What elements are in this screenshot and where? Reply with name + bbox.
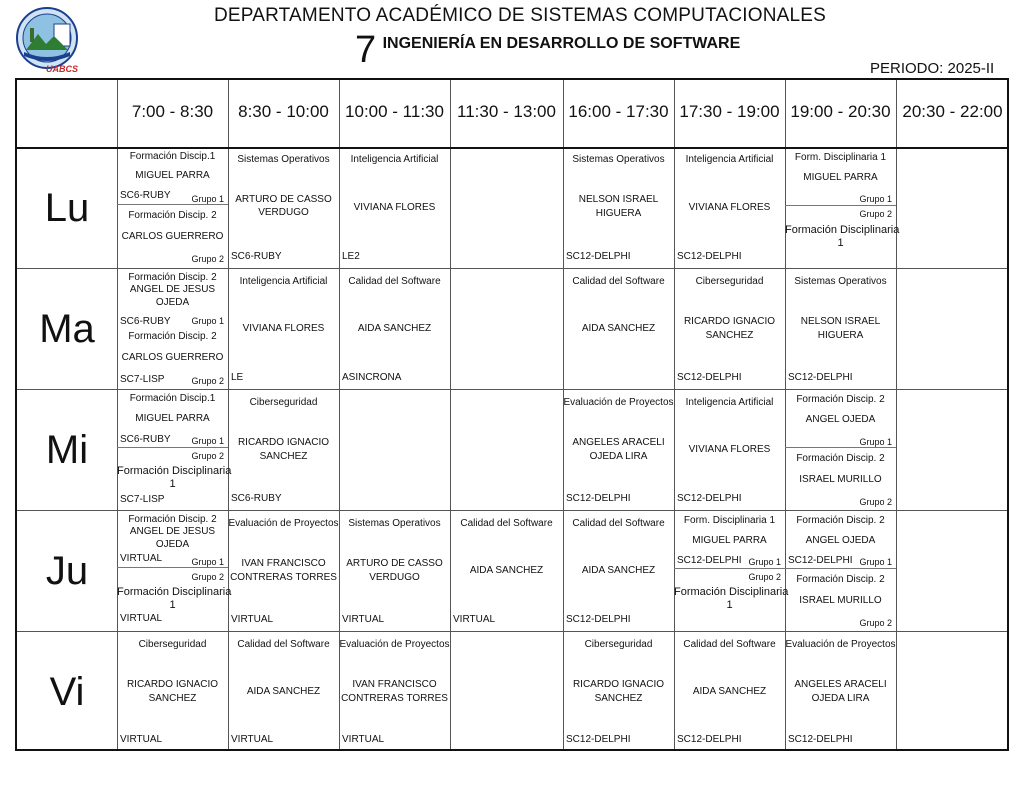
day-label-mi: Mi — [45, 428, 89, 472]
subject: Ciberseguridad — [249, 397, 318, 408]
teacher: OJEDA LIRA — [589, 451, 648, 462]
class-cell-vi-0700 — [117, 631, 228, 751]
subject: Form. Disciplinaria 1 — [794, 152, 887, 163]
room: ASINCRONA — [342, 372, 402, 383]
subject: Formación Disciplinaria — [117, 465, 232, 477]
room: VIRTUAL — [453, 614, 496, 625]
class-cell-lu-1600 — [563, 147, 674, 268]
class-cell-vi-1900 — [785, 631, 896, 751]
room: SC12-DELPHI — [677, 555, 742, 566]
teacher: ARTURO DE CASSO — [346, 558, 443, 569]
class-cell-mi-1900 — [785, 389, 896, 510]
room: LE — [231, 372, 244, 383]
room: VIRTUAL — [120, 734, 163, 745]
department-title: DEPARTAMENTO ACADÉMICO DE SISTEMAS COMPUTACIONALES — [213, 5, 827, 26]
group: Grupo 1 — [859, 437, 892, 447]
teacher: MIGUEL PARRA — [135, 413, 210, 424]
room: SC7-LISP — [120, 374, 165, 385]
teacher: OJEDA — [155, 297, 190, 308]
subject: 1 — [169, 478, 176, 490]
room: VIRTUAL — [120, 613, 163, 624]
group: Grupo 1 — [859, 194, 892, 204]
teacher: AIDA SANCHEZ — [357, 323, 432, 334]
class-cell-ma-0700 — [117, 268, 228, 389]
teacher: VERDUGO — [258, 207, 309, 218]
room: SC6-RUBY — [231, 251, 282, 262]
teacher: RICARDO IGNACIO — [126, 679, 219, 690]
subject: Evaluación de Proyectos — [563, 397, 674, 408]
group-divider — [117, 204, 228, 205]
teacher: IVAN FRANCISCO — [241, 558, 326, 569]
teacher: AIDA SANCHEZ — [469, 565, 544, 576]
room: VIRTUAL — [231, 614, 274, 625]
group: Grupo 1 — [748, 557, 781, 567]
class-cell-ju-0700 — [117, 510, 232, 631]
group-divider — [785, 447, 896, 448]
class-cell-mi-1600 — [563, 389, 674, 510]
teacher: ISRAEL MURILLO — [799, 474, 882, 485]
subject: Ciberseguridad — [584, 639, 653, 650]
subject: 1 — [837, 237, 844, 249]
teacher: ISRAEL MURILLO — [799, 595, 882, 606]
subject: Calidad del Software — [572, 276, 665, 287]
group: Grupo 2 — [859, 497, 892, 507]
class-cell-mi-1730 — [674, 389, 785, 510]
teacher: AIDA SANCHEZ — [692, 686, 767, 697]
class-cell-ma-1900 — [785, 268, 896, 389]
room: SC6-RUBY — [120, 434, 171, 445]
teacher: MIGUEL PARRA — [135, 170, 210, 181]
teacher: IVAN FRANCISCO — [352, 679, 437, 690]
group: Grupo 2 — [859, 618, 892, 628]
class-cell-ju-0830 — [228, 510, 339, 631]
class-cell-ma-0830 — [228, 268, 339, 389]
teacher: AIDA SANCHEZ — [581, 565, 656, 576]
subject: Evaluación de Proyectos — [785, 639, 896, 650]
group: Grupo 1 — [191, 194, 224, 204]
teacher: OJEDA LIRA — [811, 693, 870, 704]
group-divider — [785, 205, 896, 206]
time-header: 7:00 - 8:30 — [131, 102, 214, 121]
teacher: SANCHEZ — [705, 330, 754, 341]
subject: Ciberseguridad — [138, 639, 207, 650]
teacher: RICARDO IGNACIO — [572, 679, 665, 690]
class-cell-ju-1900 — [785, 510, 896, 631]
teacher: ANGEL DE JESUS — [129, 284, 216, 295]
room: SC12-DELPHI — [677, 493, 742, 504]
class-cell-lu-1000 — [339, 147, 450, 268]
group: Grupo 1 — [191, 436, 224, 446]
group: Grupo 1 — [859, 557, 892, 567]
teacher: ANGEL OJEDA — [805, 535, 876, 546]
semester-number: 7 — [355, 29, 377, 71]
subject: Formación Discip. 2 — [796, 453, 885, 464]
group-divider — [674, 568, 785, 569]
group: Grupo 2 — [748, 572, 781, 582]
teacher: ARTURO DE CASSO — [235, 194, 332, 205]
teacher: SANCHEZ — [148, 693, 197, 704]
teacher: MIGUEL PARRA — [692, 535, 767, 546]
group: Grupo 2 — [191, 254, 224, 264]
room: SC12-DELPHI — [788, 372, 853, 383]
class-cell-ju-1000 — [339, 510, 450, 631]
teacher: VIVIANA FLORES — [242, 323, 325, 334]
career-name: INGENIERÍA EN DESARROLLO DE SOFTWARE — [382, 35, 741, 52]
subject: Formación Discip. 2 — [796, 515, 885, 526]
teacher: CARLOS GUERRERO — [121, 352, 224, 363]
room: SC12-DELPHI — [677, 251, 742, 262]
subject: Formación Discip. 2 — [128, 331, 217, 342]
room: SC12-DELPHI — [566, 251, 631, 262]
logo-caption: UABCS — [46, 64, 79, 74]
room: SC6-RUBY — [120, 190, 171, 201]
teacher: AIDA SANCHEZ — [581, 323, 656, 334]
subject: Formación Disciplinaria — [117, 586, 232, 598]
teacher: RICARDO IGNACIO — [683, 316, 776, 327]
room: SC7-LISP — [120, 494, 165, 505]
room: VIRTUAL — [120, 553, 163, 564]
period-label: PERIODO: 2025-II — [870, 60, 995, 77]
teacher: CARLOS GUERRERO — [121, 231, 224, 242]
teacher: MIGUEL PARRA — [803, 172, 878, 183]
room: VIRTUAL — [342, 614, 385, 625]
room: SC12-DELPHI — [677, 734, 742, 745]
subject: Formación Discip. 2 — [128, 514, 217, 525]
class-cell-ju-1130 — [450, 510, 563, 631]
schedule-table — [15, 78, 1009, 751]
column-divider — [896, 80, 897, 749]
room: SC12-DELPHI — [566, 614, 631, 625]
teacher: AIDA SANCHEZ — [246, 686, 321, 697]
room: VIRTUAL — [231, 734, 274, 745]
teacher: SANCHEZ — [259, 451, 308, 462]
teacher: NELSON ISRAEL — [578, 194, 659, 205]
class-cell-vi-1600 — [563, 631, 674, 751]
time-header: 10:00 - 11:30 — [345, 102, 444, 121]
class-cell-lu-1730 — [674, 147, 785, 268]
time-header: 16:00 - 17:30 — [568, 102, 669, 121]
subject: Formación Discip. 2 — [796, 394, 885, 405]
subject: Inteligencia Artificial — [685, 397, 774, 408]
subject: Formación Disciplinaria — [785, 224, 900, 236]
subject: Form. Disciplinaria 1 — [683, 515, 776, 526]
subject: 1 — [726, 599, 733, 611]
teacher: HIGUERA — [817, 330, 864, 341]
teacher: RICARDO IGNACIO — [237, 437, 330, 448]
teacher: ANGEL OJEDA — [805, 414, 876, 425]
group: Grupo 2 — [191, 376, 224, 386]
class-cell-mi-0830 — [228, 389, 339, 510]
subject: Calidad del Software — [572, 518, 665, 529]
subject: Formación Discip.1 — [129, 151, 216, 162]
room: SC12-DELPHI — [788, 555, 853, 566]
room: SC12-DELPHI — [677, 372, 742, 383]
teacher: VERDUGO — [369, 572, 420, 583]
day-label-vi: Vi — [49, 670, 85, 714]
subject: Evaluación de Proyectos — [228, 518, 339, 529]
group-divider — [117, 567, 228, 568]
subject: Inteligencia Artificial — [350, 154, 439, 165]
subject: Sistemas Operativos — [348, 518, 441, 529]
teacher: ANGELES ARACELI — [572, 437, 665, 448]
subject: Inteligencia Artificial — [239, 276, 328, 287]
room: SC6-RUBY — [120, 316, 171, 327]
teacher: HIGUERA — [595, 208, 642, 219]
program-heading — [355, 30, 740, 70]
day-label-ma: Ma — [39, 307, 95, 351]
teacher: CONTRERAS TORRES — [230, 572, 337, 583]
subject: Calidad del Software — [237, 639, 330, 650]
group: Grupo 2 — [191, 451, 224, 461]
subject: Calidad del Software — [460, 518, 553, 529]
column-divider — [450, 80, 451, 749]
teacher: ANGEL DE JESUS — [129, 526, 216, 537]
time-header: 19:00 - 20:30 — [790, 102, 891, 121]
teacher: CONTRERAS TORRES — [341, 693, 448, 704]
group: Grupo 1 — [191, 316, 224, 326]
class-cell-vi-1730 — [674, 631, 785, 751]
subject: Calidad del Software — [683, 639, 776, 650]
class-cell-lu-0830 — [228, 147, 339, 268]
class-cell-ma-1000 — [339, 268, 450, 389]
subject: Calidad del Software — [348, 276, 441, 287]
subject: Ciberseguridad — [695, 276, 764, 287]
subject: Formación Discip. 2 — [128, 210, 217, 221]
class-cell-mi-0700 — [117, 389, 232, 510]
room: VIRTUAL — [342, 734, 385, 745]
room: SC12-DELPHI — [566, 493, 631, 504]
room: SC12-DELPHI — [566, 734, 631, 745]
subject: Sistemas Operativos — [794, 276, 887, 287]
room: SC12-DELPHI — [788, 734, 853, 745]
class-cell-ju-1730 — [674, 510, 789, 631]
teacher: SANCHEZ — [594, 693, 643, 704]
group: Grupo 2 — [191, 572, 224, 582]
subject: Sistemas Operativos — [572, 154, 665, 165]
teacher: VIVIANA FLORES — [353, 202, 436, 213]
subject: Formación Disciplinaria — [674, 586, 789, 598]
group-divider — [117, 447, 228, 448]
subject: 1 — [169, 599, 176, 611]
subject: Formación Discip. 2 — [128, 272, 217, 283]
teacher: NELSON ISRAEL — [800, 316, 881, 327]
class-cell-vi-0830 — [228, 631, 339, 751]
time-header: 20:30 - 22:00 — [902, 102, 1003, 121]
time-header: 8:30 - 10:00 — [238, 102, 329, 121]
group-divider — [785, 568, 896, 569]
group: Grupo 2 — [859, 209, 892, 219]
class-cell-lu-0700 — [117, 147, 228, 268]
subject: Formación Discip. 2 — [796, 574, 885, 585]
teacher: VIVIANA FLORES — [688, 202, 771, 213]
class-cell-lu-1900 — [785, 147, 900, 268]
subject: Evaluación de Proyectos — [339, 639, 450, 650]
teacher: VIVIANA FLORES — [688, 444, 771, 455]
class-cell-ju-1600 — [563, 510, 674, 631]
room: LE2 — [342, 251, 360, 262]
class-cell-ma-1600 — [563, 268, 674, 389]
subject: Inteligencia Artificial — [685, 154, 774, 165]
teacher: OJEDA — [155, 539, 190, 550]
class-cell-vi-1000 — [339, 631, 450, 751]
time-header: 17:30 - 19:00 — [679, 102, 780, 121]
room: SC6-RUBY — [231, 493, 282, 504]
day-label-lu: Lu — [44, 186, 90, 230]
group: Grupo 1 — [191, 557, 224, 567]
subject: Formación Discip.1 — [129, 393, 216, 404]
class-cell-ma-1730 — [674, 268, 785, 389]
subject: Sistemas Operativos — [237, 154, 330, 165]
time-header: 11:30 - 13:00 — [457, 102, 556, 121]
teacher: ANGELES ARACELI — [794, 679, 887, 690]
day-label-ju: Ju — [45, 549, 89, 593]
